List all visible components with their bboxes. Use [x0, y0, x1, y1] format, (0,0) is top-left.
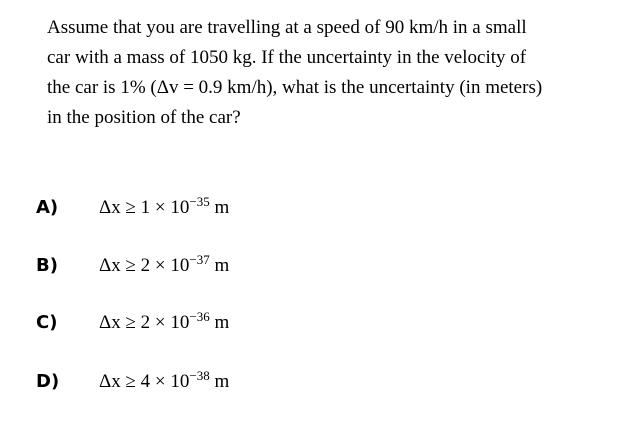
question-line: in the position of the car?: [47, 107, 241, 128]
option-letter: C): [36, 312, 58, 333]
option-exponent: −38: [189, 368, 210, 383]
question-text: [47, 13, 607, 133]
answer-option-c[interactable]: [36, 308, 436, 338]
option-base: Δx ≥ 4 × 10: [99, 371, 190, 392]
question-line: the car is 1% (Δv = 0.9 km/h), what is the uncertainty (in meters): [47, 77, 543, 98]
option-unit: m: [209, 255, 230, 276]
question-line: Assume that you are travelling at a speed of 90 km/h in a small: [47, 17, 527, 38]
option-exponent: −36: [189, 309, 210, 324]
option-base: Δx ≥ 2 × 10: [99, 312, 190, 333]
option-base: Δx ≥ 1 × 10: [99, 197, 190, 218]
option-unit: m: [209, 371, 230, 392]
option-unit: m: [209, 197, 230, 218]
answer-option-a[interactable]: [36, 193, 436, 223]
option-exponent: −37: [189, 252, 210, 267]
option-unit: m: [209, 312, 230, 333]
question-line: car with a mass of 1050 kg. If the uncertainty in the velocity of: [47, 47, 527, 68]
option-letter: D): [36, 371, 60, 392]
option-expression: [99, 367, 229, 397]
option-expression: [99, 308, 229, 338]
option-expression: [99, 193, 229, 223]
option-expression: [99, 251, 229, 281]
option-letter: B): [36, 255, 58, 276]
option-base: Δx ≥ 2 × 10: [99, 255, 190, 276]
option-exponent: −35: [189, 194, 210, 209]
answer-option-b[interactable]: [36, 251, 436, 281]
answer-option-d[interactable]: [36, 367, 436, 397]
option-letter: A): [36, 197, 59, 218]
